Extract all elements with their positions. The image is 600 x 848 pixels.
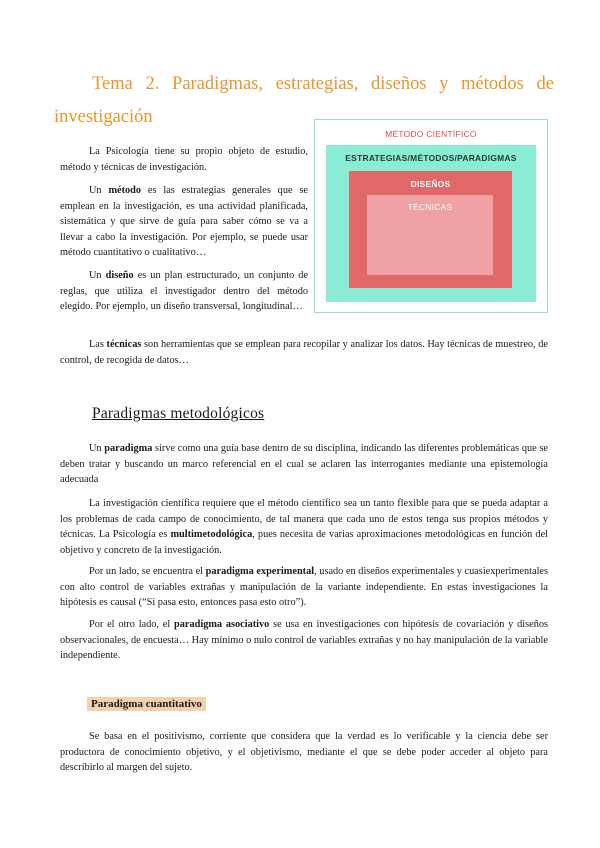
tecnicas-label: TÉCNICAS xyxy=(407,202,453,212)
asociativo-paragraph: Por el otro lado, el paradigma asociativo se usa en investigaciones con hipótesis de covariación y diseños observacionales, de encuesta… Hay mínimo o nulo control de variables extrañas y no hay manipulación de la variable independiente. xyxy=(60,619,548,662)
metodo-term: método xyxy=(108,185,142,196)
tecnicas-box xyxy=(367,195,493,275)
section-heading-paradigmas: Paradigmas metodológicos xyxy=(92,405,265,422)
disenos-box xyxy=(349,171,512,288)
multimetodologica-term: multimetodológica xyxy=(170,529,253,541)
diseno-paragraph: Un diseño es un plan estructurado, un conjunto de reglas, que utiliza el investigador dentro del método elegido. Por ejemplo, un diseño transversal, longitudinal… xyxy=(60,270,308,313)
paradigma-term: paradigma xyxy=(104,443,153,454)
experimental-term: paradigma experimental xyxy=(205,566,315,577)
metodo-cientifico-label: MÉTODO CIENTÍFICO xyxy=(385,129,477,139)
estrategias-box xyxy=(326,145,536,302)
nested-concepts-diagram xyxy=(314,119,548,313)
experimental-paragraph: Por un lado, se encuentra el paradigma experimental, usado en diseños experimentales y cuasiexperimentales con alto control de variables extrañas y manipulación de la variante independiente. En estas investigaciones la hipótesis es causal (“Si pasa esto, entonces pasa esto otro”). xyxy=(60,566,549,609)
document-title: Tema 2. Paradigmas, estrategias, diseños y métodos de investigación xyxy=(54,74,554,127)
cuantitativo-paragraph: Se basa en el positivismo, corriente que considera que la verdad es lo verificable y la ciencia debe ser productora de conocimiento objetivo, y el objetivismo, mediante el que se debe poder acceder al objeto para describirlo al margen del sujeto. xyxy=(60,731,548,774)
tecnicas-paragraph: Las técnicas son herramientas que se emplean para recopilar y analizar los datos. Hay técnicas de muestreo, de control, de recogida de datos… xyxy=(60,339,548,366)
estrategias-label: ESTRATEGIAS/MÉTODOS/PARADIGMAS xyxy=(345,153,517,163)
diseno-term: diseño xyxy=(105,270,134,281)
tecnicas-term: técnicas xyxy=(106,339,142,350)
disenos-label: DISEÑOS xyxy=(410,179,451,189)
paradigma-paragraph: Un paradigma sirve como una guía base dentro de su disciplina, indicando las diferentes problemáticas que se deben tratar y buscando un marco referencial en el cual se aclaren las interrogantes mediante una epistemología adecuada xyxy=(60,443,548,486)
multimetodologica-paragraph: La investigación científica requiere que el método científico sea un tanto flexible para que se pueda adaptar a los problemas de cada campo de conocimiento, de tal manera que cada uno de estos tenga sus propios métodos y técnicas. La Psicología es multimetodológica, pues necesita de varias aproximaciones metodológicas en función del objetivo y concreto de la investigación. xyxy=(60,498,548,556)
metodo-paragraph: Un método es las estrategias generales que se emplean en la investigación, es una actividad planificada, sistemática y que sirve de guía para saber cómo se va a llevar a cabo la investigación. Por ejemplo, se puede usar método cuantitativo o cualitativo… xyxy=(60,185,308,259)
asociativo-term: paradigma asociativo xyxy=(174,619,270,630)
intro-paragraph: La Psicología tiene su propio objeto de estudio, método y técnicas de investigación. xyxy=(60,146,308,173)
section-heading-cuantitativo: Paradigma cuantitativo xyxy=(87,697,206,711)
